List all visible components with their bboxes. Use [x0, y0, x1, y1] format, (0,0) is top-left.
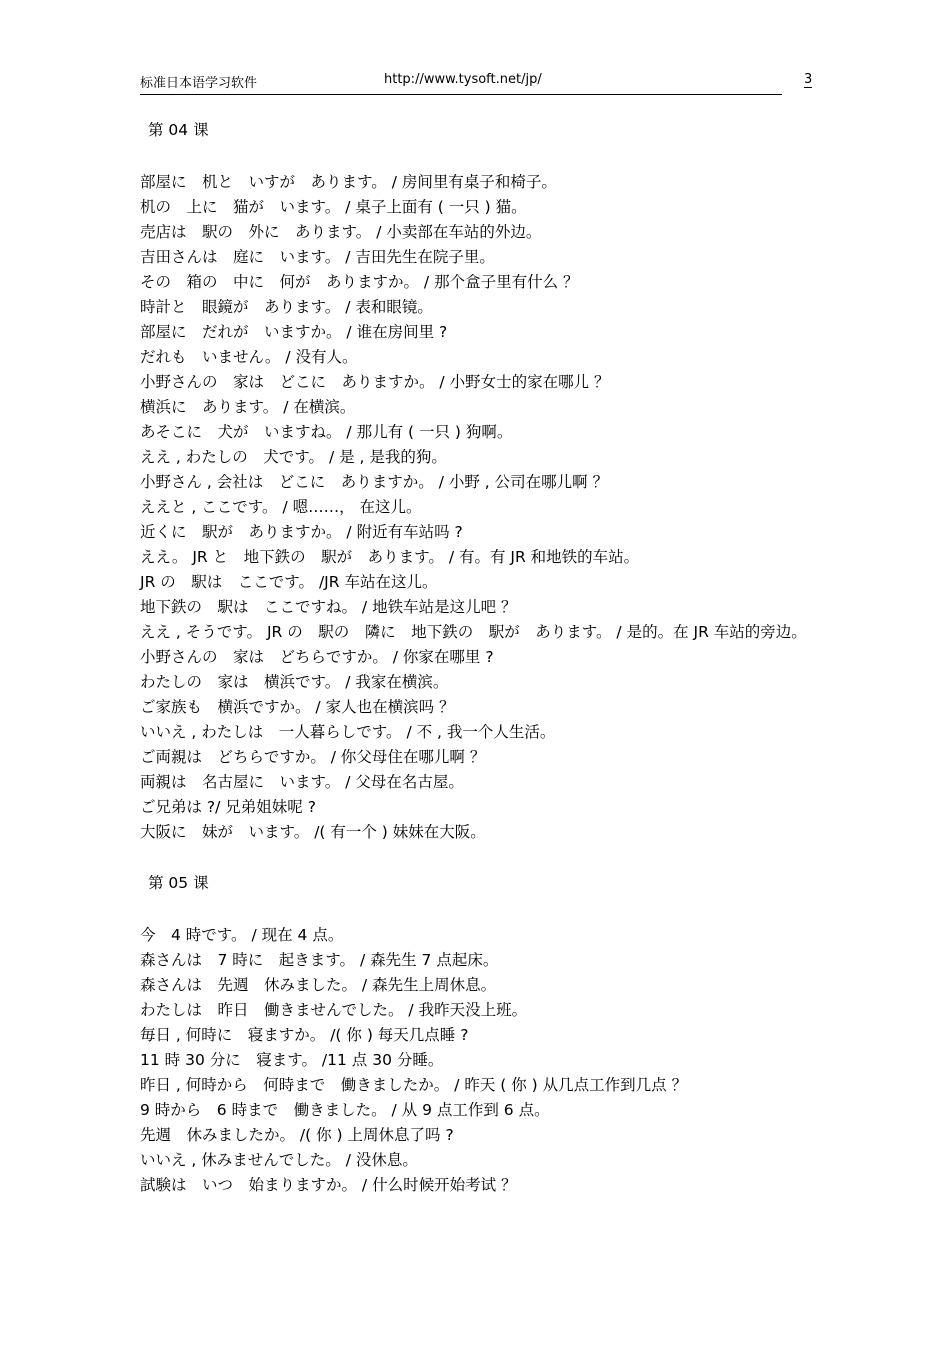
sentence-line: 近くに 駅が ありますか。 / 附近有车站吗 ?: [140, 523, 463, 541]
sentence-line: わたしは 昨日 働きませんでした。 / 我昨天没上班。: [140, 1001, 528, 1019]
sentence-line: 森さんは 7 時に 起きます。 / 森先生 7 点起床。: [140, 951, 499, 969]
sentence-line: 試験は いつ 始まりますか。 / 什么时候开始考试 ？: [140, 1176, 517, 1194]
lesson-section: [140, 116, 820, 845]
sentence-line: 今 4 時です。 / 现在 4 点。: [140, 926, 344, 944]
sentence-line: ご兄弟は ?/ 兄弟姐妹呢 ?: [140, 798, 316, 816]
software-title: 标准日本语学习软件: [140, 76, 258, 91]
sentence-line: 売店は 駅の 外に あります。 / 小卖部在车站的外边。: [140, 223, 542, 241]
sentence-line: 時計と 眼鏡が あります。 / 表和眼镜。: [140, 298, 433, 316]
sentence-line: 地下鉄の 駅は ここですね。 / 地铁车站是这儿吧 ？: [140, 598, 517, 616]
sentence-line: 昨日 , 何時から 何時まで 働きましたか。 / 昨天 ( 你 ) 从几点工作到几点 ？: [140, 1076, 688, 1094]
sentence-line: その 箱の 中に 何が ありますか。 / 那个盒子里有什么 ？: [140, 273, 579, 291]
sentence-line: 小野さんの 家は どちらですか。 / 你家在哪里 ?: [140, 648, 494, 666]
lessons-container: [140, 116, 820, 1198]
sentence-line: 小野さん , 会社は どこに ありますか。 / 小野 , 公司在哪儿啊 ？: [140, 473, 609, 491]
sentence-line: 部屋に 机と いすが あります。 / 房间里有桌子和椅子。: [140, 173, 557, 191]
sentence-line: あそこに 犬が いますね。 / 那儿有 ( 一只 ) 狗啊。: [140, 423, 513, 441]
sentence-line: 大阪に 妹が います。 /( 有一个 ) 妹妹在大阪。: [140, 823, 486, 841]
lesson-section: [140, 869, 820, 1198]
sentence-line: ええ , わたしの 犬です。 / 是 , 是我的狗。: [140, 448, 447, 466]
sentence-line: 机の 上に 猫が います。 / 桌子上面有 ( 一只 ) 猫。: [140, 198, 527, 216]
page-number: 3: [804, 72, 813, 87]
sentence-line: 9 時から 6 時まで 働きました。 / 从 9 点工作到 6 点。: [140, 1101, 550, 1119]
website-url: http://www.tysoft.net/jp/: [384, 72, 542, 87]
page-content: [140, 116, 820, 1198]
sentence-line: ええ , そうです。 JR の 駅の 隣に 地下鉄の 駅が あります。 / 是的。在 JR 车站的旁边。: [140, 623, 807, 641]
sentence-line: ご家族も 横浜ですか。 / 家人也在横滨吗 ？: [140, 698, 455, 716]
sentence-line: いいえ , 休みませんでした。 / 没休息。: [140, 1151, 418, 1169]
sentence-line: 部屋に だれが いますか。 / 谁在房间里 ?: [140, 323, 448, 341]
sentence-line: ええと , ここです。 / 嗯……， 在这儿。: [140, 498, 422, 516]
sentence-line: 11 時 30 分に 寝ます。 /11 点 30 分睡。: [140, 1051, 444, 1069]
sentence-line: JR の 駅は ここです。 /JR 车站在这儿。: [140, 573, 438, 591]
sentence-line: ええ。 JR と 地下鉄の 駅が あります。 / 有。有 JR 和地铁的车站。: [140, 548, 640, 566]
sentence-line: 毎日 , 何時に 寝ますか。 /( 你 ) 每天几点睡 ?: [140, 1026, 469, 1044]
lesson-title: 第 04 课: [148, 121, 209, 139]
lesson-title: 第 05 课: [148, 874, 209, 892]
sentence-line: 横浜に あります。 / 在横滨。: [140, 398, 356, 416]
page-header: [140, 70, 813, 95]
sentence-line: 先週 休みましたか。 /( 你 ) 上周休息了吗 ?: [140, 1126, 454, 1144]
sentence-line: ご両親は どちらですか。 / 你父母住在哪儿啊 ？: [140, 748, 486, 766]
sentence-line: いいえ , わたしは 一人暮らしです。 / 不 , 我一个人生活。: [140, 723, 556, 741]
sentence-line: 小野さんの 家は どこに ありますか。 / 小野女士的家在哪儿 ？: [140, 373, 610, 391]
sentence-line: だれも いません。 / 没有人。: [140, 348, 358, 366]
sentence-line: わたしの 家は 横浜です。 / 我家在横滨。: [140, 673, 449, 691]
sentence-line: 森さんは 先週 休みました。 / 森先生上周休息。: [140, 976, 497, 994]
sentence-line: 吉田さんは 庭に います。 / 吉田先生在院子里。: [140, 248, 495, 266]
sentence-line: 両親は 名古屋に います。 / 父母在名古屋。: [140, 773, 464, 791]
